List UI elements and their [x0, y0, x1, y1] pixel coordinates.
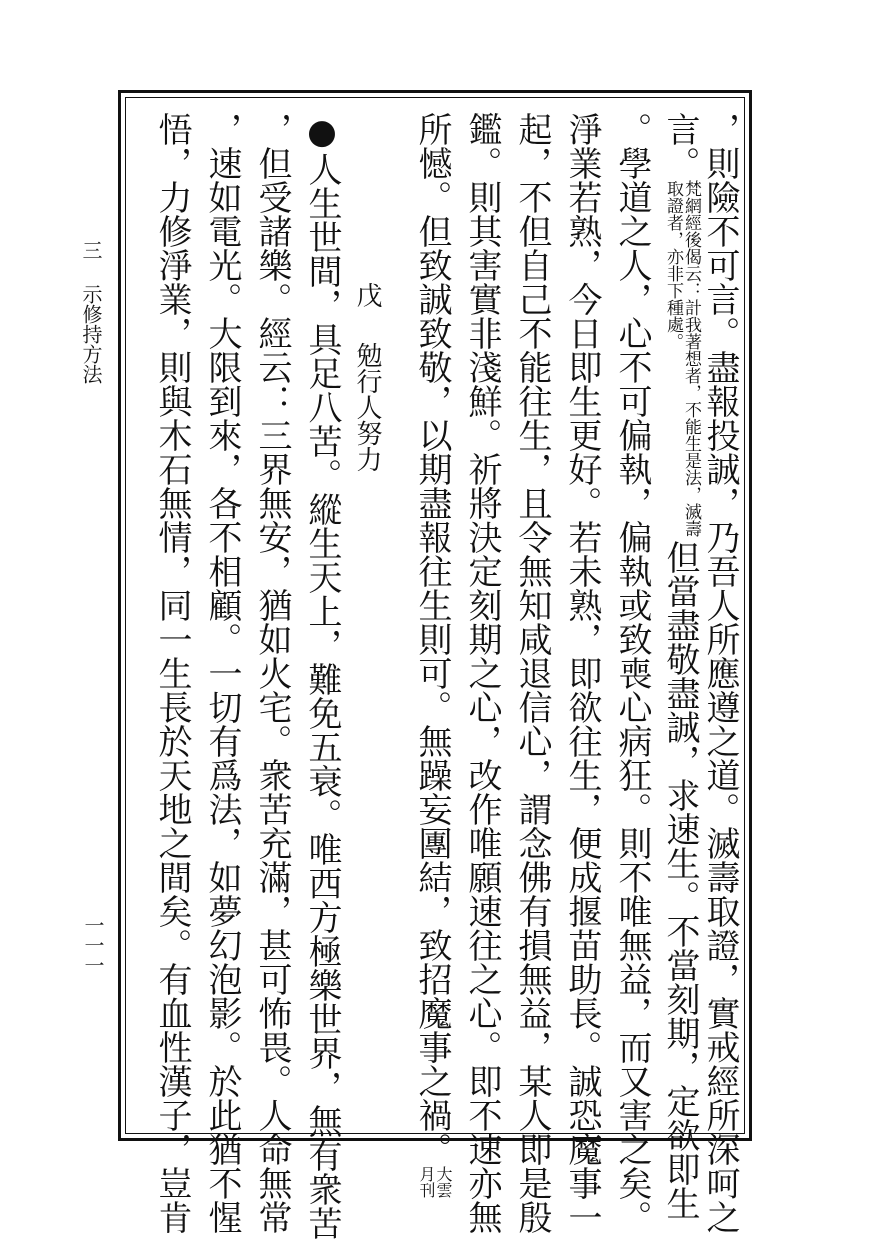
- text-column-12: 悟，力修淨業，則與木石無情，同一生長於天地之間矣。有血性漢子，豈肯: [152, 112, 192, 1234]
- text-column-6: 鑑。則其害實非淺鮮。祈將決定刻期之心，改作唯願速往之心。即不速亦無: [462, 112, 502, 1234]
- text-column-2-start: 言。: [660, 112, 700, 180]
- text-column-2-end: 但當盡敬盡誠，求速生。不當刻期，定欲即生: [660, 540, 700, 1220]
- page-number: 一一一: [81, 915, 105, 975]
- text-column-4: 淨業若熟，今日即生更好。若未熟，即欲往生，便成揠苗助長。誠恐魔事一: [562, 112, 602, 1234]
- text-column-1: ，則險不可言。盡報投誠，乃吾人所應遵之道。滅壽取證，實戒經所深呵之: [700, 112, 740, 1234]
- text-column-5: 起，不但自己不能往生，且令無知咸退信心，謂念佛有損無益，某人即是殷: [512, 112, 552, 1234]
- text-column-9: ●人生世間，具足八苦。縱生天上，難免五衰。唯西方極樂世界，無有衆苦: [302, 112, 342, 1240]
- text-column-11: ，速如電光。大限到來，各不相顧。一切有爲法，如夢幻泡影。於此猶不惺: [202, 112, 242, 1234]
- section-label: 戊: [352, 282, 382, 308]
- annotation-note: 梵網經後偈云：計我著想者，不能生是法，滅壽取證者，亦非下種處。: [663, 180, 701, 537]
- source-citation: 大雲月刊: [417, 1166, 453, 1198]
- text-column-7: [412, 112, 452, 1206]
- text-column-10: ，但受諸樂。經云：三界無安，猶如火宅。衆苦充滿，甚可怖畏。人命無常: [252, 112, 292, 1234]
- text-column-7-body: 所憾。但致誠致敬，以期盡報往生則可。無躁妄團結，致招魔事之禍。: [412, 112, 452, 1166]
- text-column-3: 。學道之人，心不可偏執，偏執或致喪心病狂。則不唯無益，而又害之矣。: [612, 112, 652, 1234]
- text-column-2: [660, 112, 700, 1220]
- section-title: 勉行人努力: [352, 342, 382, 472]
- running-header: 三 示修持方法: [79, 240, 103, 384]
